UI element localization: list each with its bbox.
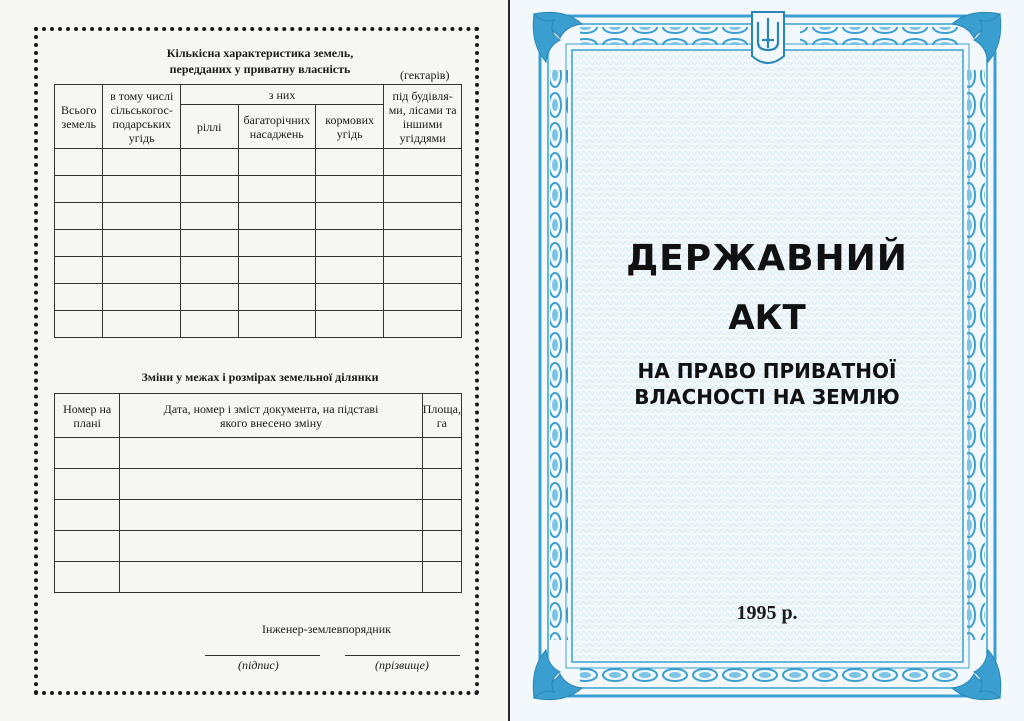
table-cell[interactable]	[422, 500, 461, 531]
table-cell[interactable]	[103, 311, 180, 338]
table-cell[interactable]	[120, 469, 422, 500]
col-total: Всього земель	[55, 85, 103, 149]
table-row	[55, 469, 462, 500]
table-cell[interactable]	[238, 257, 316, 284]
cover-year: 1995 р.	[736, 602, 798, 624]
table-cell[interactable]	[316, 311, 384, 338]
land-table-title	[120, 45, 400, 77]
table-cell[interactable]	[55, 469, 120, 500]
table-cell[interactable]	[384, 257, 462, 284]
cover-subtitle-line1: НА ПРАВО ПРИВАТНОЇ	[637, 359, 897, 383]
table-cell[interactable]	[55, 176, 103, 203]
table-row	[55, 176, 462, 203]
table-cell[interactable]	[180, 149, 238, 176]
table-cell[interactable]	[55, 311, 103, 338]
table-cell[interactable]	[55, 230, 103, 257]
col-plan-number: Номер на плані	[55, 394, 120, 438]
table-cell[interactable]	[422, 531, 461, 562]
cover-subtitle-line2: ВЛАСНОСТІ НА ЗЕМЛЮ	[634, 385, 900, 409]
table-cell[interactable]	[55, 257, 103, 284]
col-arable: ріллі	[180, 105, 238, 149]
signature-line[interactable]	[205, 655, 320, 656]
table-cell[interactable]	[103, 203, 180, 230]
table-cell[interactable]	[55, 203, 103, 230]
signature-label: (підпис)	[238, 658, 279, 672]
table-cell[interactable]	[384, 203, 462, 230]
table-row	[55, 257, 462, 284]
table-cell[interactable]	[55, 438, 120, 469]
table-cell[interactable]	[180, 230, 238, 257]
table-cell[interactable]	[55, 562, 120, 593]
col-other: під будівля-ми, лісами та іншими угіддями	[384, 85, 462, 149]
table-row	[55, 531, 462, 562]
table-cell[interactable]	[384, 149, 462, 176]
col-document: Дата, номер і зміст документа, на підставі якого внесено зміну	[120, 394, 422, 438]
table-cell[interactable]	[384, 176, 462, 203]
land-characteristics-table	[54, 84, 462, 338]
table-cell[interactable]	[103, 230, 180, 257]
table-cell[interactable]	[384, 230, 462, 257]
table-cell[interactable]	[120, 438, 422, 469]
table-cell[interactable]	[55, 531, 120, 562]
table-cell[interactable]	[238, 230, 316, 257]
land-table-title-line1: Кількісна характеристика земель,	[166, 46, 354, 60]
table-cell[interactable]	[316, 284, 384, 311]
changes-table	[54, 393, 462, 593]
cover-title-line1: ДЕРЖАВНИЙ	[626, 238, 908, 279]
table-cell[interactable]	[120, 562, 422, 593]
table-row	[55, 203, 462, 230]
table-cell[interactable]	[422, 469, 461, 500]
table-row	[55, 230, 462, 257]
table-cell[interactable]	[55, 284, 103, 311]
group-header: з них	[180, 85, 383, 105]
table-cell[interactable]	[316, 149, 384, 176]
changes-table-title: Зміни у межах і розмірах земельної ділянки	[141, 370, 379, 384]
col-area: Площа, га	[422, 394, 461, 438]
table-cell[interactable]	[238, 149, 316, 176]
table-cell[interactable]	[180, 284, 238, 311]
table-cell[interactable]	[422, 562, 461, 593]
table-row	[55, 438, 462, 469]
table-cell[interactable]	[180, 176, 238, 203]
table-cell[interactable]	[55, 149, 103, 176]
table-cell[interactable]	[103, 284, 180, 311]
table-cell[interactable]	[384, 284, 462, 311]
land-table-title-line2: передданих у приватну власність	[169, 62, 351, 76]
table-cell[interactable]	[103, 176, 180, 203]
table-cell[interactable]	[238, 176, 316, 203]
trident-emblem-icon	[752, 12, 784, 63]
table-row	[55, 149, 462, 176]
table-cell[interactable]	[238, 311, 316, 338]
table-cell[interactable]	[238, 284, 316, 311]
table-cell[interactable]	[316, 176, 384, 203]
table-cell[interactable]	[180, 257, 238, 284]
table-row	[55, 500, 462, 531]
col-forage: кормових угідь	[316, 105, 384, 149]
engineer-label: Інженер-землевпорядник	[262, 622, 391, 636]
table-cell[interactable]	[103, 257, 180, 284]
table-cell[interactable]	[422, 438, 461, 469]
unit-note: (гектарів)	[400, 68, 450, 82]
col-perennial: багаторічних насаджень	[238, 105, 316, 149]
table-cell[interactable]	[55, 500, 120, 531]
table-cell[interactable]	[103, 149, 180, 176]
table-cell[interactable]	[384, 311, 462, 338]
surname-label: (прізвище)	[375, 658, 429, 672]
cover-subtitle	[510, 358, 1024, 410]
cover-page	[510, 0, 1024, 721]
col-agricultural: в тому числі сільськогос-подарських угідь	[103, 85, 180, 149]
table-cell[interactable]	[316, 257, 384, 284]
table-cell[interactable]	[316, 230, 384, 257]
left-page	[0, 0, 508, 721]
table-cell[interactable]	[238, 203, 316, 230]
table-row	[55, 311, 462, 338]
table-row	[55, 562, 462, 593]
table-cell[interactable]	[316, 203, 384, 230]
surname-line[interactable]	[345, 655, 460, 656]
table-row	[55, 284, 462, 311]
table-cell[interactable]	[180, 203, 238, 230]
table-cell[interactable]	[180, 311, 238, 338]
table-cell[interactable]	[120, 500, 422, 531]
cover-title-line2: АКТ	[728, 298, 806, 338]
table-cell[interactable]	[120, 531, 422, 562]
